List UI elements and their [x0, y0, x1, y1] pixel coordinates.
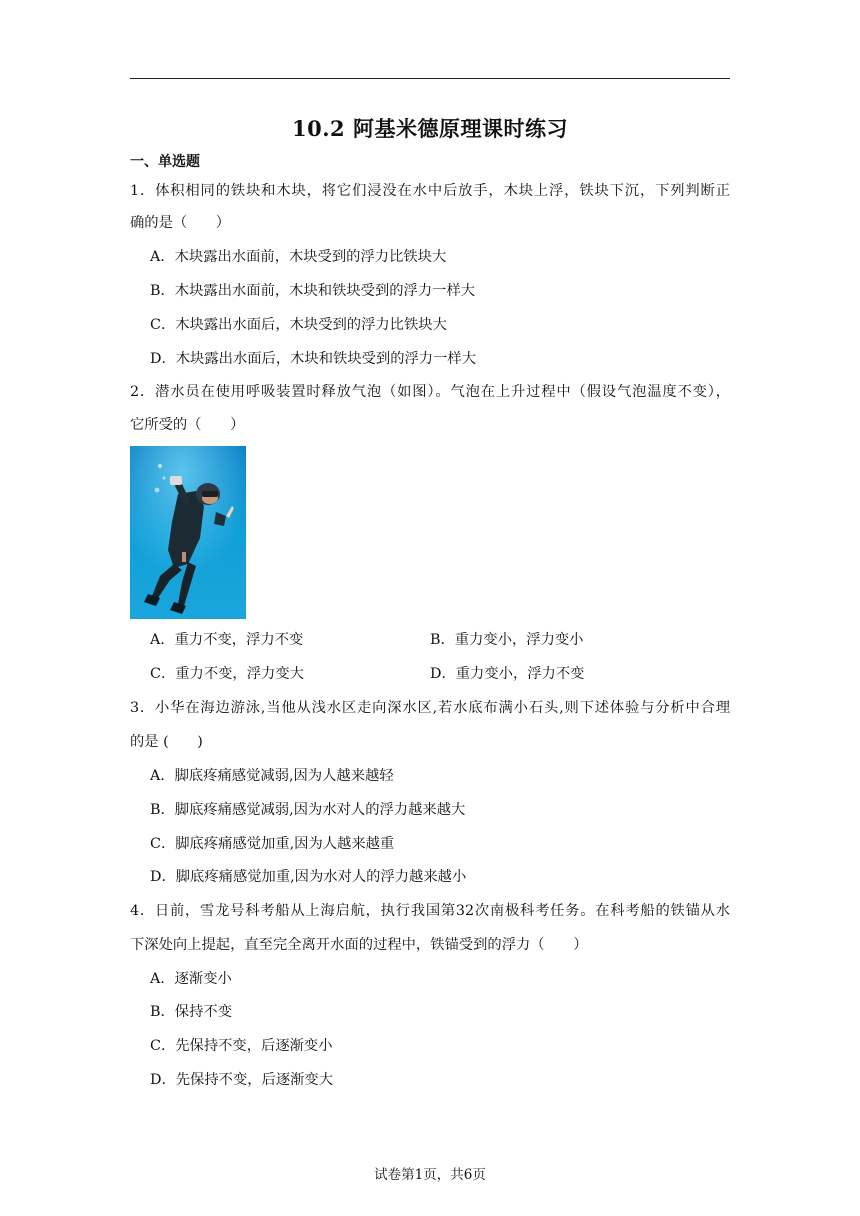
question-4-option-a: A．逐渐变小	[150, 971, 232, 987]
question-2-option-b: B．重力变小，浮力变小	[430, 632, 584, 648]
question-1-stem-line-2: 确的是（ ）	[130, 215, 231, 231]
question-3-option-a: A．脚底疼痛感觉减弱,因为人越来越轻	[150, 768, 394, 784]
question-3-option-b: B．脚底疼痛感觉减弱,因为水对人的浮力越来越大	[150, 802, 466, 818]
question-4-option-c: C．先保持不变，后逐渐变小	[150, 1038, 333, 1054]
question-3-option-d: D．脚底疼痛感觉加重,因为水对人的浮力越来越小	[150, 869, 467, 885]
header-rule	[130, 78, 730, 79]
question-4-option-b: B．保持不变	[150, 1004, 232, 1020]
page-title: 10.2 阿基米德原理课时练习	[292, 116, 568, 141]
question-1-option-b: B．木块露出水面前，木块和铁块受到的浮力一样大	[150, 283, 476, 299]
question-2-stem-line-1: 2．潜水员在使用呼吸装置时释放气泡（如图）。气泡在上升过程中（假设气泡温度不变），	[130, 384, 730, 400]
question-4-stem-line-1: 4．日前，雪龙号科考船从上海启航，执行我国第32次南极科考任务。在科考船的铁锚从水	[130, 903, 730, 919]
section-heading: 一、单选题	[130, 154, 200, 170]
diver-photo-svg	[130, 446, 246, 619]
question-2-option-d: D．重力变小，浮力不变	[430, 666, 585, 682]
question-4-option-d: D．先保持不变，后逐渐变大	[150, 1072, 334, 1088]
question-1-option-a: A．木块露出水面前，木块受到的浮力比铁块大	[150, 249, 447, 265]
scuba-diver-photo	[130, 446, 246, 619]
question-3-stem-line-2: 的是 ( )	[130, 734, 203, 750]
question-1-stem-line-1: 1．体积相同的铁块和木块，将它们浸没在水中后放手，木块上浮，铁块下沉，下列判断正	[130, 183, 730, 199]
question-2-option-c: C．重力不变，浮力变大	[150, 666, 304, 682]
question-4-stem-line-2: 下深处向上提起，直至完全离开水面的过程中，铁锚受到的浮力（ ）	[130, 937, 588, 953]
question-2-stem-line-2: 它所受的（ ）	[130, 417, 245, 433]
question-3-option-c: C．脚底疼痛感觉加重,因为人越来越重	[150, 836, 395, 852]
question-1-option-d: D．木块露出水面后，木块和铁块受到的浮力一样大	[150, 351, 476, 367]
question-3-stem-line-1: 3．小华在海边游泳,当他从浅水区走向深水区,若水底布满小石头,则下述体验与分析中合理	[130, 700, 730, 716]
question-2-option-a: A．重力不变，浮力不变	[150, 632, 304, 648]
question-1-option-c: C．木块露出水面后，木块受到的浮力比铁块大	[150, 317, 447, 333]
page-footer: 试卷第1页，共6页	[374, 1167, 486, 1183]
